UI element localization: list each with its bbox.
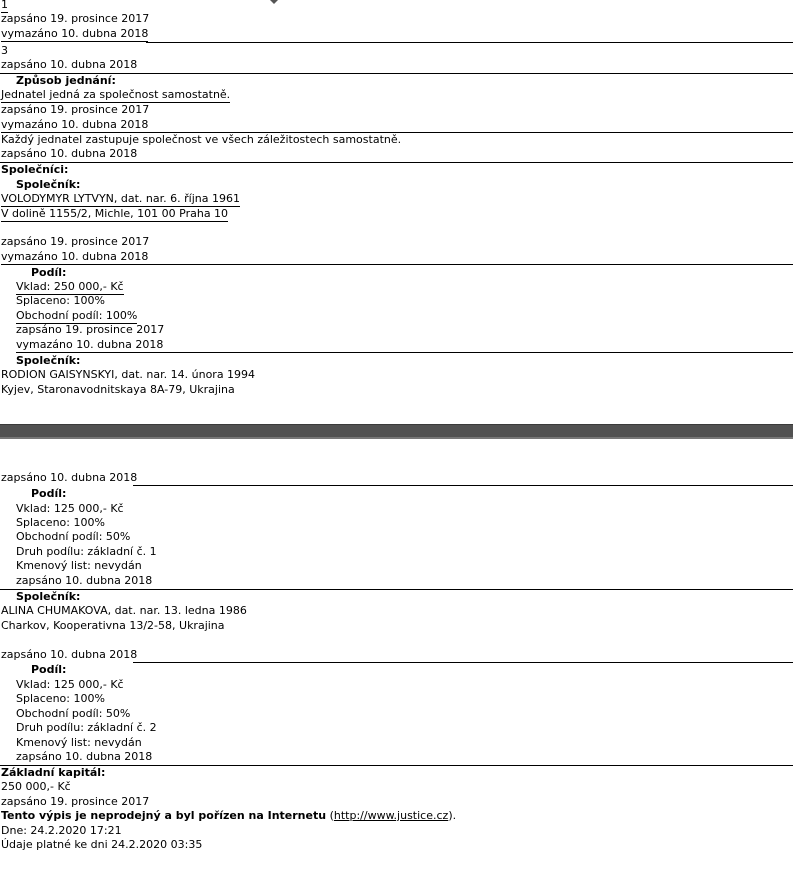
written-date: zapsáno 19. prosince 2017 <box>16 323 165 336</box>
business-share: Obchodní podíl: 50% <box>16 707 131 720</box>
share-certificate: Kmenový list: nevydán <box>16 559 142 572</box>
partner-heading: Společník: <box>16 178 81 191</box>
written-date: zapsáno 19. prosince 2017 <box>1 103 150 116</box>
partner-address: V dolině 1155/2, Michle, 101 00 Praha 10 <box>1 207 229 220</box>
share-paid: Splaceno: 100% <box>16 294 105 307</box>
capital-value: 250 000,- Kč <box>1 780 71 793</box>
partner-name: ALINA CHUMAKOVA, dat. nar. 13. ledna 1986 <box>1 604 247 617</box>
partner-name: RODION GAISYNSKYI, dat. nar. 14. února 1994 <box>1 368 256 381</box>
written-date: zapsáno 19. prosince 2017 <box>1 235 150 248</box>
paren-open: ( <box>329 809 334 822</box>
written-date: zapsáno 10. dubna 2018 <box>16 750 153 763</box>
share-heading: Podíl: <box>31 487 67 500</box>
sequence-number: 1 <box>1 0 8 11</box>
written-date: zapsáno 10. dubna 2018 <box>1 58 138 71</box>
section-heading: Společníci: <box>1 163 69 176</box>
written-date: zapsáno 10. dubna 2018 <box>1 648 138 661</box>
conduct-old-text: Jednatel jedná za společnost samostatně. <box>1 88 231 101</box>
share-paid: Splaceno: 100% <box>16 692 105 705</box>
erased-date: vymazáno 10. dubna 2018 <box>1 118 149 131</box>
extract-date: Dne: 24.2.2020 17:21 <box>1 824 122 837</box>
partner-heading: Společník: <box>16 590 81 603</box>
footer-notice <box>1 809 456 823</box>
business-share: Obchodní podíl: 100% <box>16 309 138 322</box>
sequence-number: 3 <box>1 44 8 57</box>
divider <box>0 765 793 766</box>
section-heading: Základní kapitál: <box>1 766 106 779</box>
written-date: zapsáno 10. dubna 2018 <box>1 147 138 160</box>
written-date: zapsáno 19. prosince 2017 <box>1 12 150 25</box>
erased-date: vymazáno 10. dubna 2018 <box>1 27 149 40</box>
share-kind: Druh podílu: základní č. 2 <box>16 721 157 734</box>
divider <box>161 352 793 353</box>
share-kind: Druh podílu: základní č. 1 <box>16 545 157 558</box>
written-date: zapsáno 19. prosince 2017 <box>1 795 150 808</box>
share-deposit: Vklad: 250 000,- Kč <box>16 280 124 293</box>
share-heading: Podíl: <box>31 266 67 279</box>
written-date: zapsáno 10. dubna 2018 <box>1 471 138 484</box>
divider <box>0 73 793 74</box>
divider <box>133 662 793 663</box>
partner-address: Kyjev, Staronavodnitskaya 8A-79, Ukrajina <box>1 383 235 396</box>
page-marker-icon <box>270 0 278 4</box>
erased-date: vymazáno 10. dubna 2018 <box>16 338 164 351</box>
share-deposit: Vklad: 125 000,- Kč <box>16 678 124 691</box>
paren-close: ). <box>448 809 457 822</box>
partner-name: VOLODYMYR LYTVYN, dat. nar. 6. října 1961 <box>1 192 240 205</box>
conduct-new-text: Každý jednatel zastupuje společnost ve všech záležitostech samostatně. <box>1 133 402 146</box>
divider <box>0 162 793 163</box>
notice-text: Tento výpis je neprodejný a byl pořízen na Internetu <box>1 809 327 822</box>
divider <box>133 485 793 486</box>
erased-date: vymazáno 10. dubna 2018 <box>1 250 149 263</box>
divider <box>146 42 793 43</box>
partner-heading: Společník: <box>16 354 81 367</box>
share-paid: Splaceno: 100% <box>16 516 105 529</box>
data-valid-date: Údaje platné ke dni 24.2.2020 03:35 <box>1 838 203 851</box>
divider <box>146 264 793 265</box>
partner-address: Charkov, Kooperativna 13/2-58, Ukrajina <box>1 619 225 632</box>
share-deposit: Vklad: 125 000,- Kč <box>16 502 124 515</box>
section-heading: Způsob jednání: <box>16 74 116 87</box>
divider <box>0 589 793 590</box>
written-date: zapsáno 10. dubna 2018 <box>16 574 153 587</box>
business-share: Obchodní podíl: 50% <box>16 530 131 543</box>
share-heading: Podíl: <box>31 663 67 676</box>
page-separator <box>0 424 793 439</box>
share-certificate: Kmenový list: nevydán <box>16 736 142 749</box>
justice-link[interactable]: http://www.justice.cz <box>333 809 449 822</box>
